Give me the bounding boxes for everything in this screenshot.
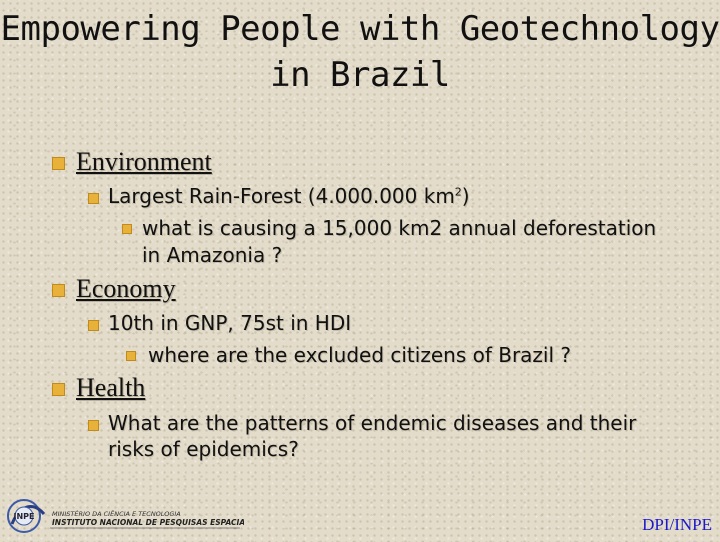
bullet-marker [52,157,65,170]
slide-title-line-1: Empowering People with Geotechnology [0,9,720,49]
deforestation-line-1: what is causing a 15,000 km2 annual deforestation [142,216,657,240]
sub-bullet-marker [88,193,99,204]
bullet-marker [52,284,65,297]
detail-marker [122,224,132,234]
logo-ministry: MINISTÉRIO DA CIÊNCIA E TECNOLOGIA [52,510,181,518]
logo-institute: INSTITUTO NACIONAL DE PESQUISAS ESPACIAIS [52,518,244,527]
heading-health: Health [76,373,146,402]
heading-economy: Economy [76,274,176,303]
deforestation-line-2: in Amazonia ? [142,243,283,267]
heading-environment: Environment [76,147,212,176]
rainforest-text: Largest Rain-Forest (4.000.000 $km^2$) [108,184,470,208]
excluded-citizens-text: where are the excluded citizens of Brazil ? [148,343,572,367]
endemic-line-1: What are the patterns of endemic diseases and their [108,411,637,435]
sub-bullet-marker [88,320,99,331]
slide-title-line-2: in Brazil [270,55,450,95]
logo-initials: INPE [13,512,35,521]
gnp-text: 10th in GNP, 75st in HDI [108,311,352,335]
bullet-marker [52,383,65,396]
detail-marker [126,351,136,361]
sub-bullet-marker [88,420,99,431]
inpe-logo-graphic [4,494,244,538]
inpe-logo [4,494,244,538]
credit-label: DPI/INPE [642,515,712,534]
endemic-line-2: risks of epidemics? [108,437,299,461]
